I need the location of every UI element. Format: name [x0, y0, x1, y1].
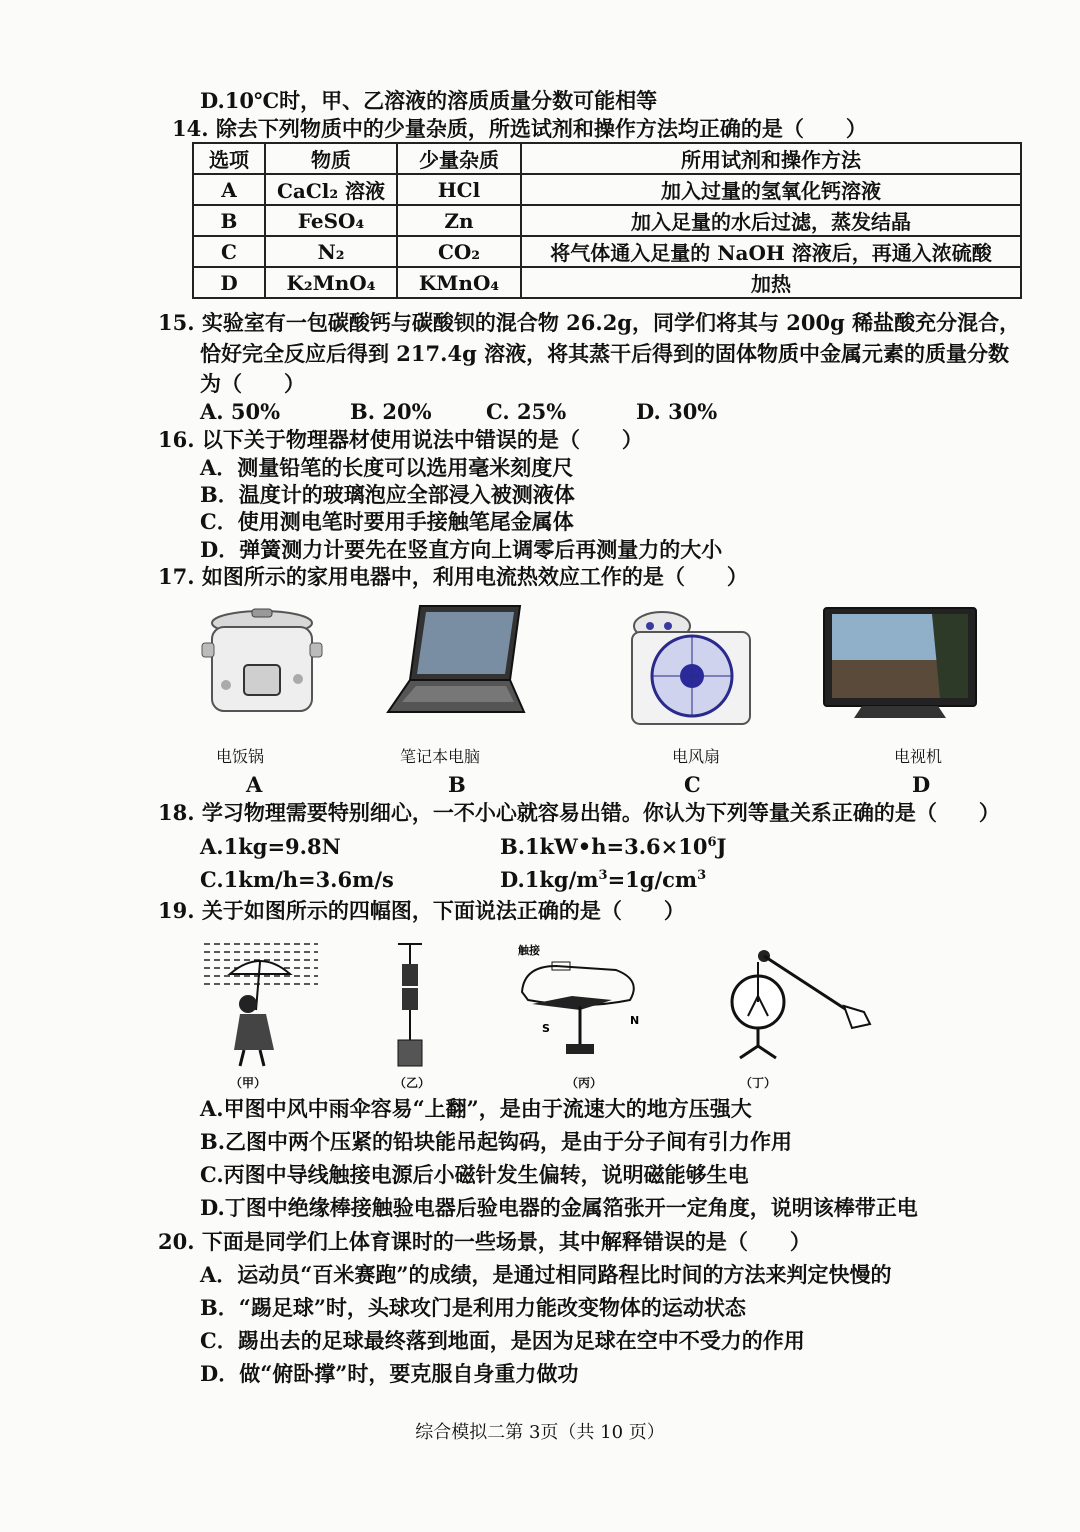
fan-image [628, 610, 756, 728]
umbrella-wind-figure [200, 940, 324, 1072]
table-cell: KMnO₄ [397, 267, 521, 298]
q15-option-a: A. 50% [200, 399, 281, 424]
table-header-cell: 选项 [193, 143, 265, 174]
table-cell: 加入足量的水后过滤，蒸发结晶 [521, 205, 1021, 236]
q16-option-c: C．使用测电笔时要用手接触笔尾金属体 [200, 509, 574, 534]
q14-table-header [193, 143, 1021, 174]
figure-label-jia: （甲） [230, 1076, 267, 1090]
table-cell: FeSO₄ [265, 205, 397, 236]
table-cell: 加入过量的氢氧化钙溶液 [521, 174, 1021, 205]
table-row [193, 205, 1021, 236]
q20-option-c: C．踢出去的足球最终落到地面，是因为足球在空中不受力的作用 [200, 1328, 805, 1353]
lead-blocks-figure [390, 940, 430, 1072]
touch-label: 触接 [518, 944, 540, 957]
table-cell: K₂MnO₄ [265, 267, 397, 298]
q13-option-d: D.10℃时，甲、乙溶液的溶质质量分数可能相等 [200, 88, 658, 113]
table-cell: 加热 [521, 267, 1021, 298]
north-pole-label: N [630, 1014, 640, 1027]
q15-line-2: 恰好完全反应后得到 217.4g 溶液，将其蒸干后得到的固体物质中金属元素的质量分数 [200, 341, 1010, 366]
option-d-exponent-1: 3 [598, 868, 608, 883]
caption-television: 电视机 [894, 747, 943, 766]
compass-wire-figure [512, 940, 652, 1072]
q19-option-b: B.乙图中两个压紧的铅块能吊起钩码，是由于分子间有引力作用 [200, 1129, 793, 1154]
option-b-exponent: 6 [707, 835, 717, 850]
table-cell: 将气体通入足量的 NaOH 溶液后，再通入浓硫酸 [521, 236, 1021, 267]
q14-table [192, 142, 1022, 299]
caption-laptop: 笔记本电脑 [400, 747, 481, 766]
letter-c: C [684, 772, 701, 797]
table-header-cell: 所用试剂和操作方法 [521, 143, 1021, 174]
q16-option-a: A．测量铅笔的长度可以选用毫米刻度尺 [200, 455, 574, 480]
option-b-text: B.1kW•h=3.6×10 [500, 834, 708, 859]
letter-b: B [448, 772, 466, 797]
caption-fan: 电风扇 [672, 747, 721, 766]
q18-option-a: A.1kg=9.8N [200, 834, 341, 859]
table-cell: A [193, 174, 265, 205]
q16-option-b: B．温度计的玻璃泡应全部浸入被测液体 [200, 482, 575, 507]
q19-stem: 19. 关于如图所示的四幅图，下面说法正确的是（ ） [158, 898, 685, 923]
table-cell: CaCl₂ 溶液 [265, 174, 397, 205]
q18-option-b [500, 834, 726, 859]
television-image [822, 606, 978, 720]
figure-label-ding: （丁） [740, 1076, 777, 1090]
option-d-text: D.1kg/m [500, 867, 599, 892]
q16-option-d: D．弹簧测力计要先在竖直方向上调零后再测量力的大小 [200, 537, 723, 562]
table-cell: N₂ [265, 236, 397, 267]
laptop-image [386, 602, 526, 722]
figure-label-bing: （丙） [566, 1076, 603, 1090]
table-cell: CO₂ [397, 236, 521, 267]
option-d-mid: =1g/cm [607, 867, 698, 892]
q18-option-d [500, 867, 706, 892]
q18-stem: 18. 学习物理需要特别细心，一不小心就容易出错。你认为下列等量关系正确的是（ ） [158, 800, 1000, 825]
option-d-exponent-2: 3 [697, 868, 707, 883]
q18-option-c: C.1km/h=3.6m/s [200, 867, 394, 892]
q14-stem: 14. 除去下列物质中的少量杂质，所选试剂和操作方法均正确的是（ ） [172, 116, 867, 141]
q20-stem: 20. 下面是同学们上体育课时的一些场景，其中解释错误的是（ ） [158, 1229, 811, 1254]
table-header-cell: 物质 [265, 143, 397, 174]
q15-option-d: D. 30% [636, 399, 718, 424]
q19-option-c: C.丙图中导线触接电源后小磁针发生偏转，说明磁能够生电 [200, 1162, 749, 1187]
letter-a: A [246, 772, 263, 797]
option-b-unit: J [716, 834, 727, 859]
rice-cooker-image [200, 605, 324, 721]
table-cell: HCl [397, 174, 521, 205]
table-header-cell: 少量杂质 [397, 143, 521, 174]
q15-option-c: C. 25% [486, 399, 567, 424]
table-cell: B [193, 205, 265, 236]
q15-line-3: 为（ ） [200, 371, 305, 396]
q20-option-d: D．做“俯卧撑”时，要克服自身重力做功 [200, 1361, 579, 1386]
q20-option-a: A．运动员“百米赛跑”的成绩，是通过相同路程比时间的方法来判定快慢的 [200, 1262, 892, 1287]
table-row [193, 174, 1021, 205]
table-cell: D [193, 267, 265, 298]
table-cell: C [193, 236, 265, 267]
q15-option-b: B. 20% [350, 399, 432, 424]
table-row [193, 267, 1021, 298]
q20-option-b: B．“踢足球”时，头球攻门是利用力能改变物体的运动状态 [200, 1295, 746, 1320]
q15-line-1: 15. 实验室有一包碳酸钙与碳酸钡的混合物 26.2g，同学们将其与 200g 稀盐酸充分混合， [158, 310, 1021, 335]
letter-d: D [912, 772, 931, 797]
electroscope-figure [724, 946, 874, 1070]
q16-stem: 16. 以下关于物理器材使用说法中错误的是（ ） [158, 427, 643, 452]
q17-stem: 17. 如图所示的家用电器中，利用电流热效应工作的是（ ） [158, 564, 748, 589]
page-footer: 综合模拟二第 3页（共 10 页） [415, 1422, 665, 1443]
q19-option-a: A.甲图中风中雨伞容易“上翻”，是由于流速大的地方压强大 [200, 1096, 752, 1121]
figure-label-yi: （乙） [394, 1076, 431, 1090]
q19-option-d: D.丁图中绝缘棒接触验电器后验电器的金属箔张开一定角度，说明该棒带正电 [200, 1195, 918, 1220]
table-cell: Zn [397, 205, 521, 236]
table-row [193, 236, 1021, 267]
south-pole-label: S [542, 1022, 550, 1035]
caption-rice-cooker: 电饭锅 [216, 747, 265, 766]
